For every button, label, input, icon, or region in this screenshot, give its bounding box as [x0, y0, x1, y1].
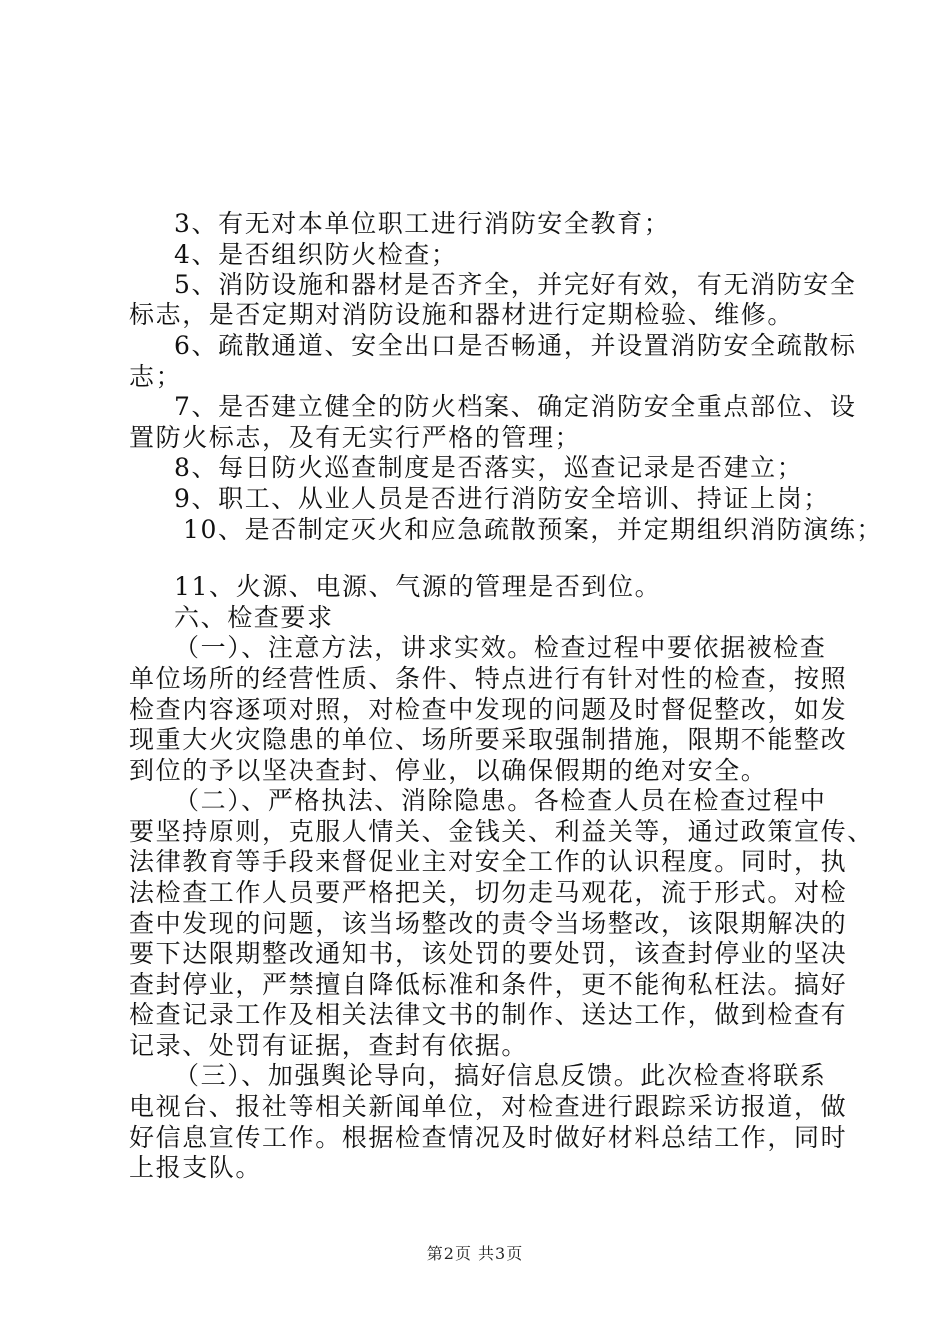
para-2-line-4: 法检查工作人员要严格把关，切勿走马观花，流于形式。对检 — [129, 878, 848, 907]
item-7-line-1: 7、是否建立健全的防火档案、确定消防安全重点部位、设 — [174, 392, 857, 421]
item-5-line-2: 标志，是否定期对消防设施和器材进行定期检验、维修。 — [129, 300, 795, 329]
para-2-line-3: 法律教育等手段来督促业主对安全工作的认识程度。同时，执 — [129, 847, 848, 876]
para-2-line-1: （二）、严格执法、消除隐患。各检查人员在检查过程中 — [174, 786, 827, 815]
page-number-footer: 第2页 共3页 — [426, 1244, 524, 1263]
para-1-line-4: 现重大火灾隐患的单位、场所要采取强制措施，限期不能整改 — [129, 725, 848, 754]
para-2-line-2: 要坚持原则，克服人情关、金钱关、利益关等，通过政策宣传、 — [129, 817, 874, 846]
item-3: 3、有无对本单位职工进行消防安全教育； — [174, 209, 671, 238]
item-5-line-1: 5、消防设施和器材是否齐全，并完好有效，有无消防安全 — [174, 270, 857, 299]
para-2-line-8: 检查记录工作及相关法律文书的制作、送达工作，做到检查有 — [129, 1000, 848, 1029]
para-2-line-7: 查封停业，严禁擅自降低标准和条件，更不能徇私枉法。搞好 — [129, 970, 848, 999]
para-1-line-2: 单位场所的经营性质、条件、特点进行有针对性的检查，按照 — [129, 664, 848, 693]
para-3-line-1: （三）、加强舆论导向，搞好信息反馈。此次检查将联系 — [174, 1061, 827, 1090]
item-11: 11、火源、电源、气源的管理是否到位。 — [174, 572, 662, 601]
item-10: 10、是否制定灭火和应急疏散预案，并定期组织消防演练； — [183, 515, 884, 544]
item-6-line-1: 6、疏散通道、安全出口是否畅通，并设置消防安全疏散标 — [174, 331, 857, 360]
para-2-line-5: 查中发现的问题，该当场整改的责令当场整改，该限期解决的 — [129, 909, 848, 938]
para-3-line-4: 上报支队。 — [129, 1153, 263, 1182]
item-9: 9、职工、从业人员是否进行消防安全培训、持证上岗； — [174, 484, 830, 513]
para-1-line-1: （一）、注意方法，讲求实效。检查过程中要依据被检查 — [174, 633, 827, 662]
para-2-line-6: 要下达限期整改通知书，该处罚的要处罚，该查封停业的坚决 — [129, 939, 848, 968]
item-4: 4、是否组织防火检查； — [174, 240, 458, 269]
para-3-line-3: 好信息宣传工作。根据检查情况及时做好材料总结工作，同时 — [129, 1123, 848, 1152]
para-1-line-5: 到位的予以坚决查封、停业，以确保假期的绝对安全。 — [129, 756, 768, 785]
section-heading: 六、检查要求 — [174, 603, 334, 632]
item-7-line-2: 置防火标志，及有无实行严格的管理； — [129, 423, 582, 452]
item-6-line-2: 志； — [129, 362, 183, 391]
para-1-line-3: 检查内容逐项对照，对检查中发现的问题及时督促整改，如发 — [129, 695, 848, 724]
para-2-line-9: 记录、处罚有证据，查封有依据。 — [129, 1031, 529, 1060]
item-8: 8、每日防火巡查制度是否落实，巡查记录是否建立； — [174, 453, 804, 482]
para-3-line-2: 电视台、报社等相关新闻单位，对检查进行跟踪采访报道，做 — [129, 1092, 848, 1121]
